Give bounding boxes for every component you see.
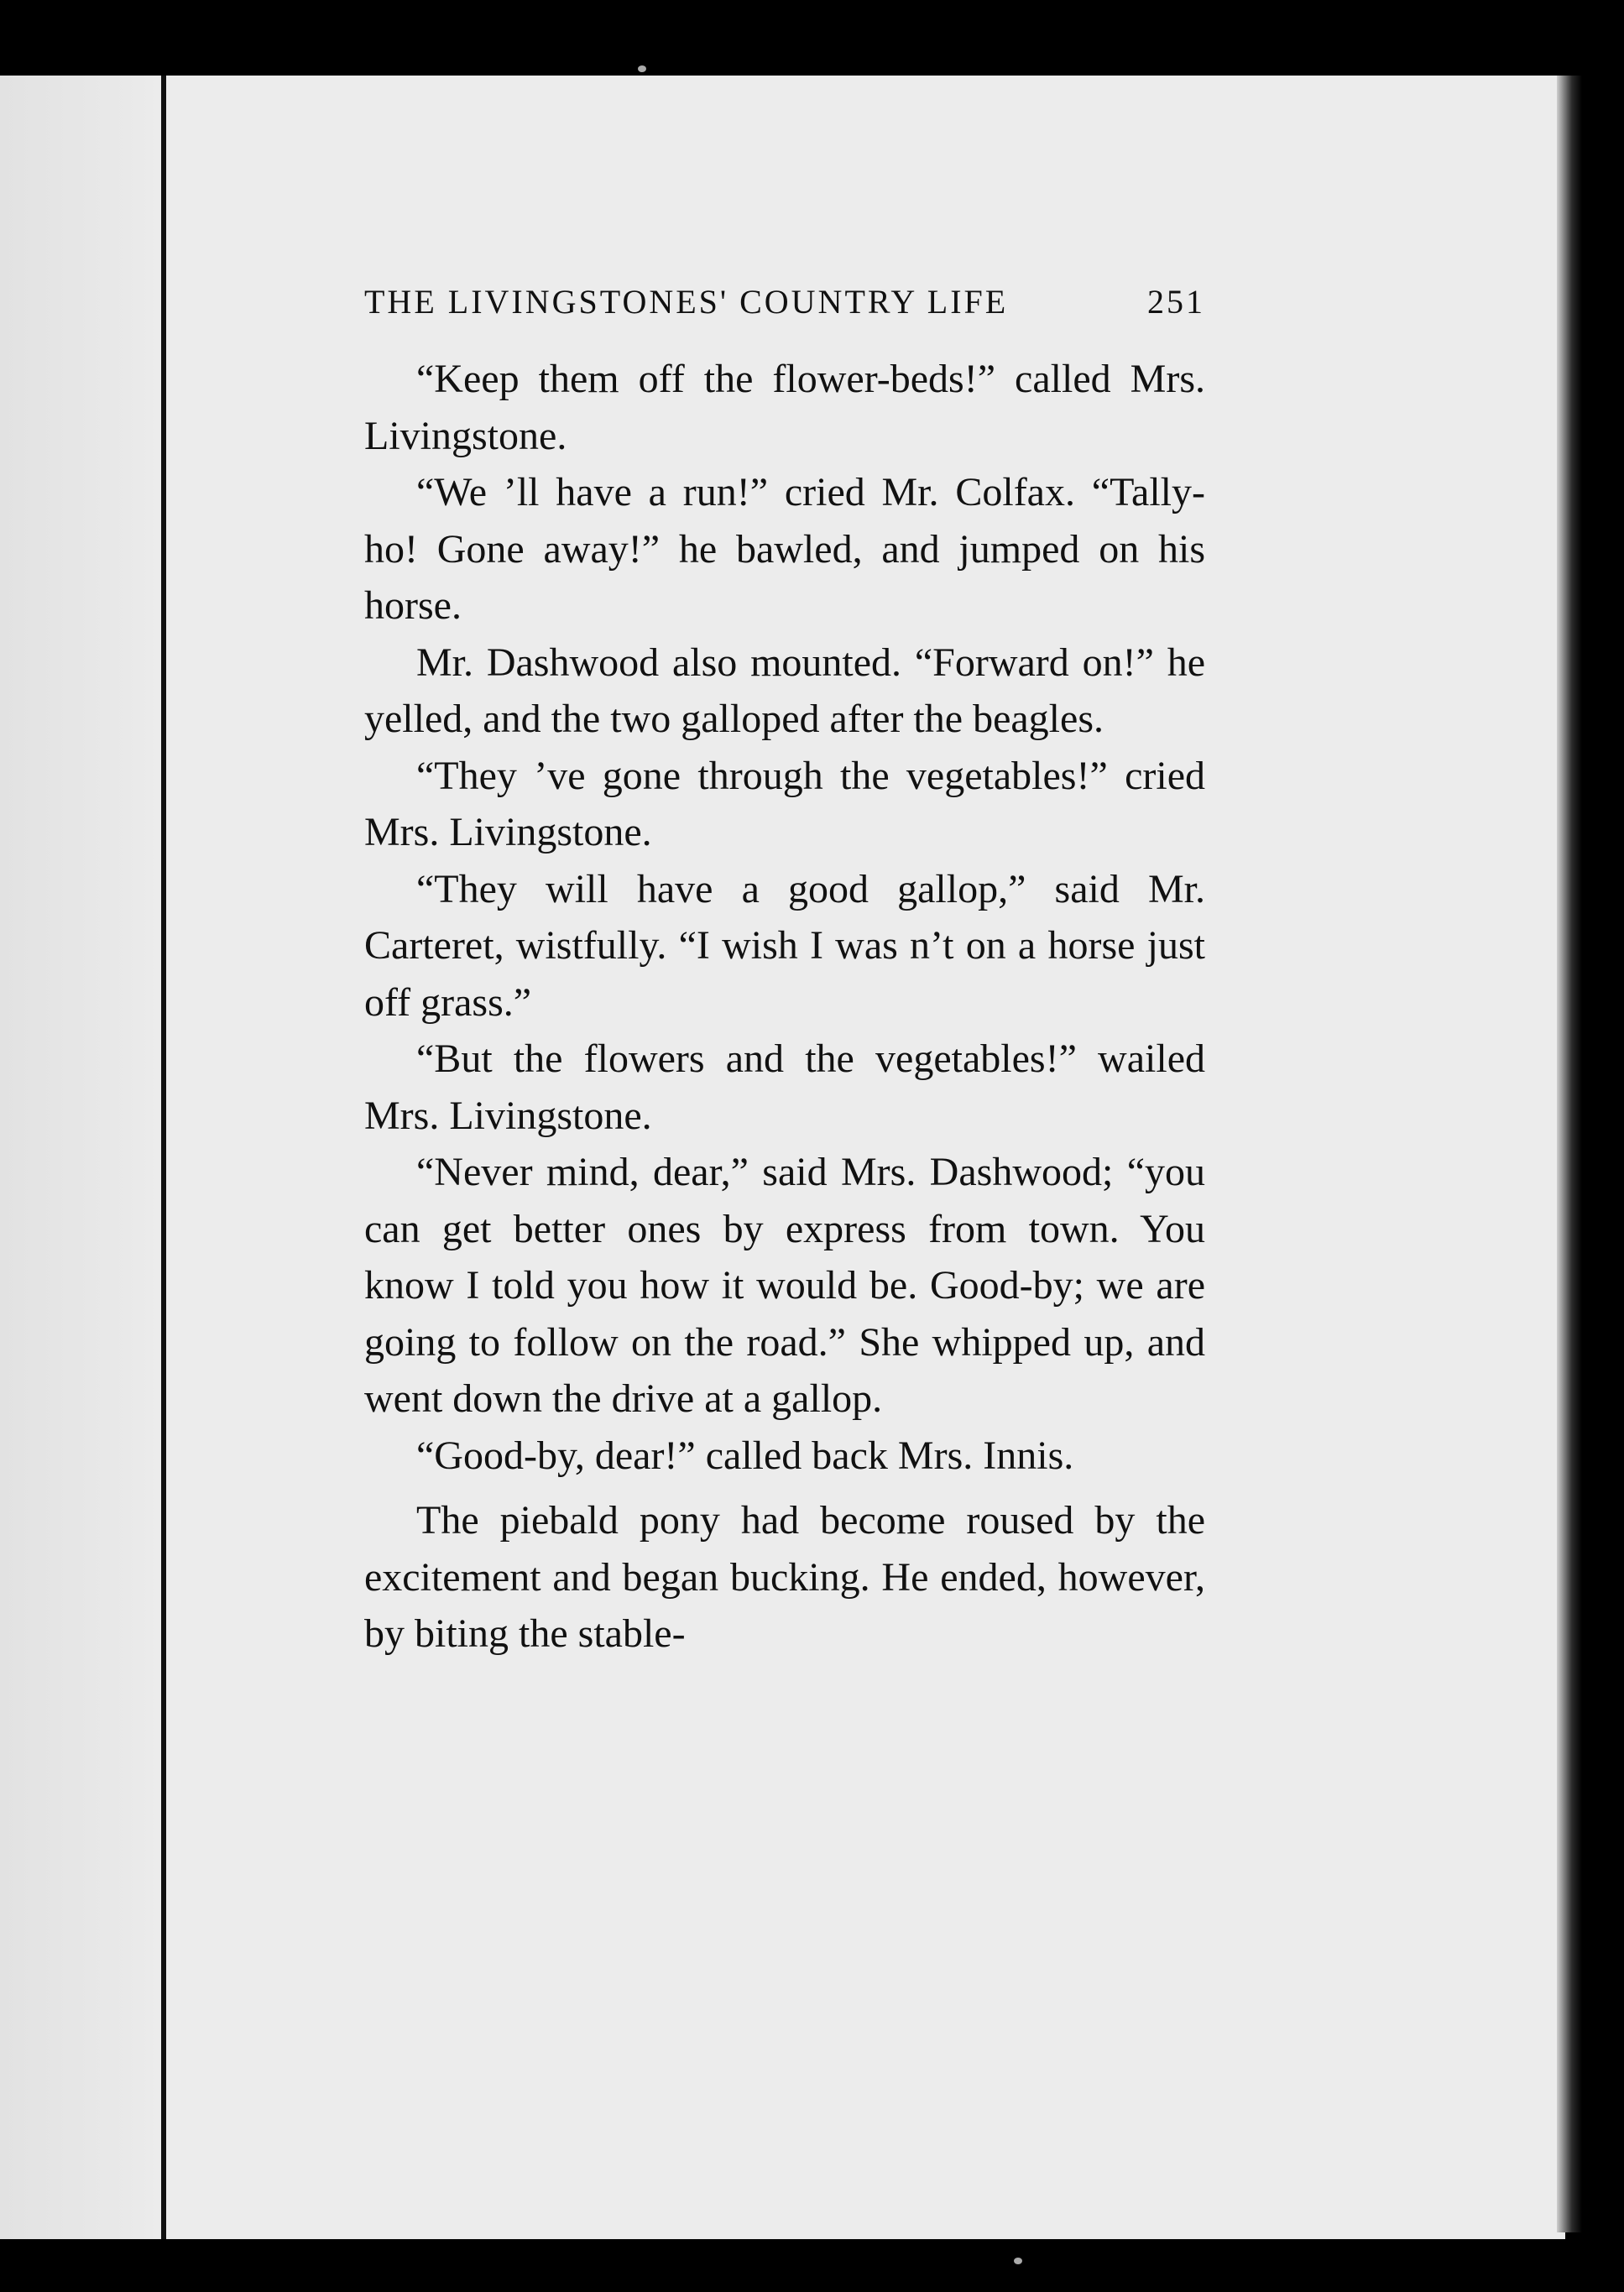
paragraph: “Never mind, dear,” said Mrs. Dashwood; “you can get better ones by express from town. You know I told you how it would be. Good-by; we are going to follow on the road.” She whipped up, and went down the drive at a gallop. — [364, 1150, 1205, 1421]
paragraph: “Good-by, dear!” called back Mrs. Innis. — [416, 1433, 1074, 1478]
paragraph: “We ’ll have a run!” cried Mr. Colfax. “Tally-ho! Gone away!” he bawled, and jumped on his horse. — [364, 470, 1205, 628]
paragraph: “But the flowers and the vegetables!” wailed Mrs. Livingstone. — [364, 1036, 1205, 1138]
paragraph: Mr. Dashwood also mounted. “Forward on!” he yelled, and the two galloped after the beagles. — [364, 640, 1205, 741]
page-number: 251 — [1147, 283, 1205, 321]
binding-gutter-line — [161, 76, 166, 2239]
running-title: THE LIVINGSTONES' COUNTRY LIFE — [364, 283, 1009, 321]
paragraph: “They will have a good gallop,” said Mr. Carteret, wistfully. “I wish I was n’t on a horse just off grass.” — [364, 866, 1205, 1025]
text-block — [364, 277, 1205, 1663]
gutter-shade — [0, 76, 159, 2239]
paragraph: The piebald pony had become roused by the excitement and began bucking. He ended, however, by biting the stable- — [364, 1498, 1205, 1656]
scan-speck — [638, 65, 646, 72]
paragraph: “Keep them off the flower-beds!” called Mrs. Livingstone. — [364, 357, 1205, 458]
scan-speck — [1014, 2258, 1022, 2264]
paragraph: “They ’ve gone through the vegetables!” cried Mrs. Livingstone. — [364, 753, 1205, 854]
page-right-edge — [1557, 76, 1582, 2232]
running-head — [364, 277, 1205, 327]
